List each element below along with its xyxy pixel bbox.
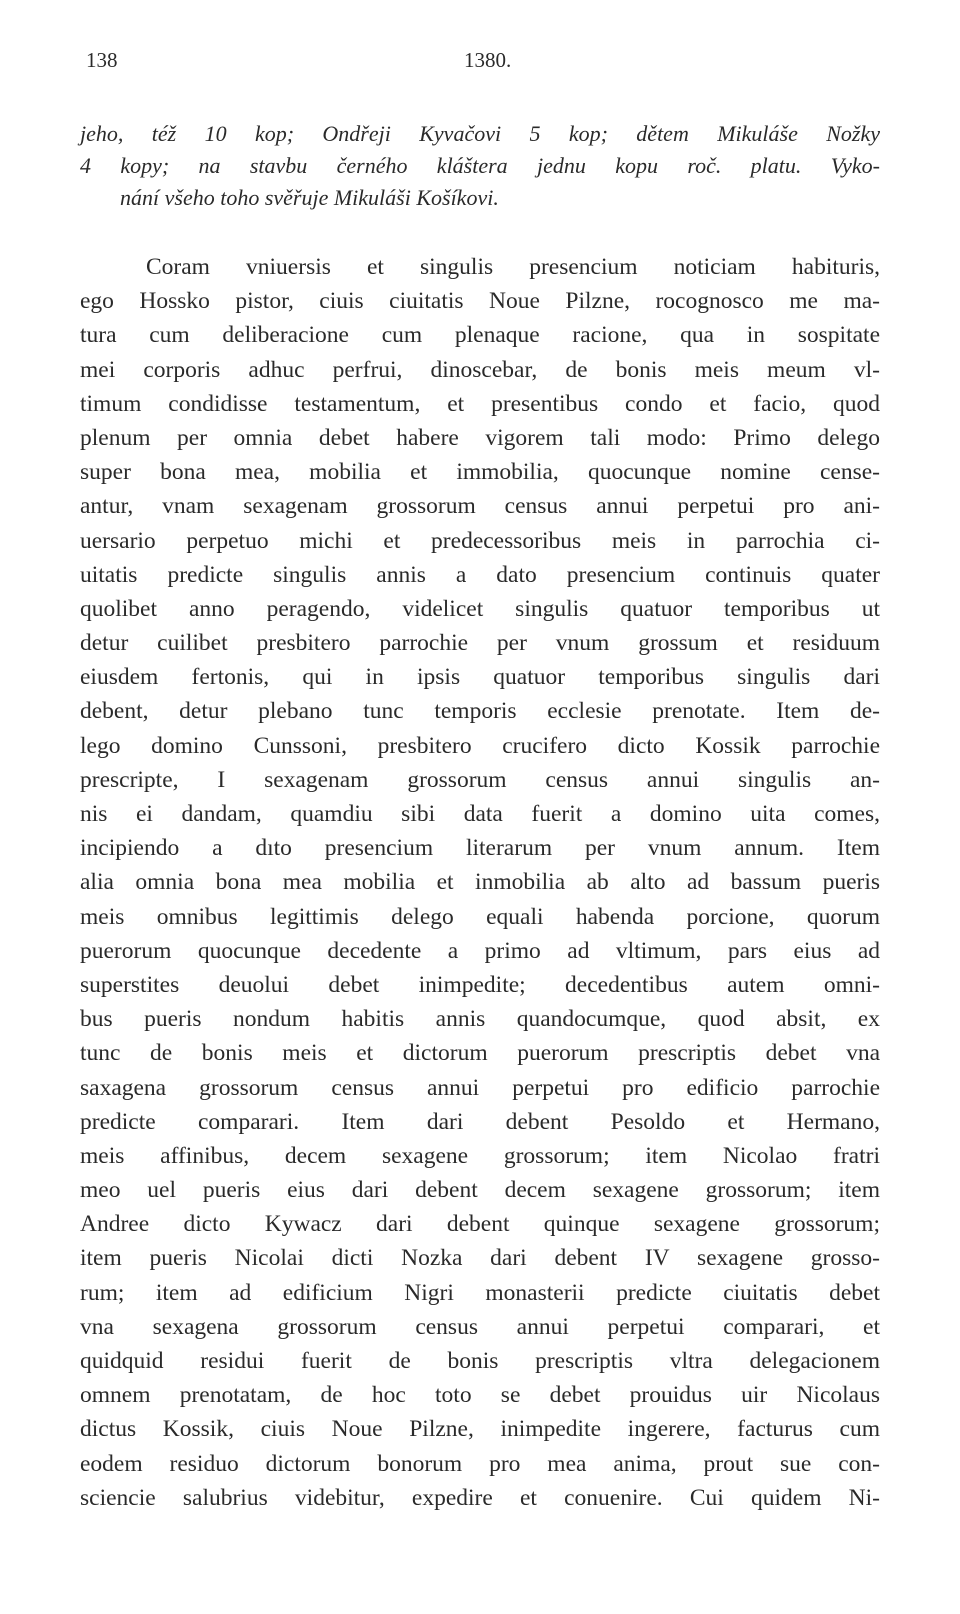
text-line: rum; item ad edificium Nigri monasterii predicte ciuitatis debet — [80, 1279, 880, 1306]
text-line: ego Hossko pistor, ciuis ciuitatis Noue Pilzne, rocognosco me ma- — [80, 288, 880, 315]
text-line: bus pueris nondum habitis annis quandocumque, quod absit, ex — [80, 1006, 880, 1033]
text-line: saxagena grossorum census annui perpetui pro edificio parrochie — [80, 1074, 880, 1101]
text-line: incipiendo a dıto presencium literarum per vnum annum. Item — [80, 835, 880, 862]
text-line: super bona mea, mobilia et immobilia, quocunque nomine cense- — [80, 459, 880, 486]
text-line: quidquid residui fuerit de bonis prescriptis vltra delegacionem — [80, 1348, 880, 1374]
page-header — [86, 48, 886, 78]
text-line: predicte comparari. Item dari debent Pesoldo et Hermano, — [80, 1108, 880, 1135]
text-line: meo uel pueris eius dari debent decem sexagene grossorum; item — [80, 1177, 880, 1204]
text-line: eiusdem fertonis, qui in ipsis quatuor temporibus singulis dari — [80, 664, 880, 691]
text-line: tunc de bonis meis et dictorum puerorum prescriptis debet vna — [80, 1040, 880, 1067]
summary-line: jeho, též 10 kop; Ondřeji Kyvačovi 5 kop; dětem Mikuláše Nožky — [80, 121, 880, 146]
text-line: tura cum deliberacione cum plenaque racione, qua in sospitate — [80, 322, 880, 349]
text-line: nis ei dandam, quamdiu sibi data fuerit a domino uita comes, — [80, 801, 880, 827]
summary-line: 4 kopy; na stavbu černého kláštera jednu kopu roč. platu. Vyko- — [80, 153, 880, 178]
text-line: Coram vniuersis et singulis presencium noticiam habituris, — [146, 254, 880, 280]
text-line: quolibet anno peragendo, videlicet singulis quatuor temporibus ut — [80, 595, 880, 622]
text-line: sciencie salubrius videbitur, expedire et conuenire. Cui quidem Ni- — [80, 1484, 880, 1511]
czech-summary — [80, 118, 880, 214]
text-line: meis omnibus legittimis delego equali habenda porcione, quorum — [80, 903, 880, 930]
text-line: vna sexagena grossorum census annui perpetui comparari, et — [80, 1313, 880, 1340]
summary-line: nání všeho toho svěřuje Mikuláši Košíkovi. — [120, 185, 499, 210]
text-line: eodem residuo dictorum bonorum pro mea anima, prout sue con- — [80, 1450, 880, 1477]
latin-charter-text — [80, 250, 880, 1515]
page-number: 138 — [86, 48, 118, 72]
text-line: meis affinibus, decem sexagene grossorum; item Nicolao fratri — [80, 1142, 880, 1169]
text-line: alia omnia bona mea mobilia et inmobilia ab alto ad bassum pueris — [80, 869, 880, 896]
text-line: lego domino Cunssoni, presbitero crucifero dicto Kossik parrochie — [80, 732, 880, 759]
text-line: omnem prenotatam, de hoc toto se debet prouidus uir Nicolaus — [80, 1382, 880, 1409]
running-title-year: 1380. — [464, 48, 512, 72]
text-line: debent, detur plebano tunc temporis ecclesie prenotate. Item de- — [80, 698, 880, 725]
text-line: antur, vnam sexagenam grossorum census annui perpetui pro ani- — [80, 493, 880, 520]
text-line: mei corporis adhuc perfrui, dinoscebar, de bonis meis meum vl- — [80, 356, 880, 383]
text-line: Andree dicto Kywacz dari debent quinque sexagene grossorum; — [80, 1211, 880, 1238]
text-line: puerorum quocunque decedente a primo ad vltimum, pars eius ad — [80, 937, 880, 964]
text-line: timum condidisse testamentum, et presentibus condo et facio, quod — [80, 390, 880, 417]
text-line: dictus Kossik, ciuis Noue Pilzne, inimpedite ingerere, facturus cum — [80, 1416, 880, 1443]
text-line: superstites deuolui debet inimpedite; decedentibus autem omni- — [80, 971, 880, 998]
text-line: uitatis predicte singulis annis a dato presencium continuis quater — [80, 561, 880, 588]
text-line: plenum per omnia debet habere vigorem tali modo: Primo delego — [80, 424, 880, 451]
text-line: uersario perpetuo michi et predecessoribus meis in parrochia ci- — [80, 527, 880, 554]
text-line: detur cuilibet presbitero parrochie per vnum grossum et residuum — [80, 630, 880, 657]
text-line: prescripte, I sexagenam grossorum census annui singulis an- — [80, 766, 880, 793]
text-line: item pueris Nicolai dicti Nozka dari debent IV sexagene grosso- — [80, 1245, 880, 1272]
